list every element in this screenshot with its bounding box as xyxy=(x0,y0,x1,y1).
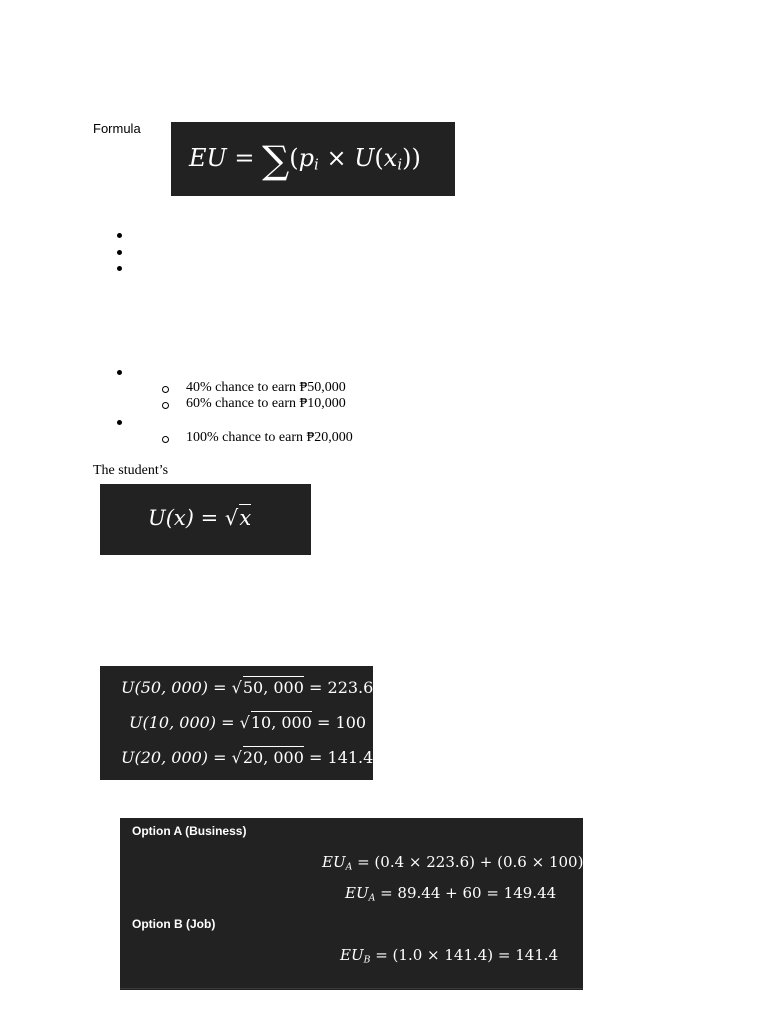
expected-utility-formula: EU = $\sum(p_i \times U(x_i))$ xyxy=(189,138,421,182)
utility-values-panel xyxy=(100,666,373,780)
utility-function-formula: U(x) = √x xyxy=(148,506,252,530)
panel-divider xyxy=(120,988,583,989)
option-a-item-1: 40% chance to earn ₱50,000 xyxy=(186,380,346,395)
bullet-point xyxy=(117,266,122,271)
sub-bullet xyxy=(162,402,169,409)
bullet-point xyxy=(117,370,122,375)
sub-bullet xyxy=(162,386,169,393)
bullet-point xyxy=(117,420,122,425)
utility-value-row: U(20, 000) = √20, 000 = 141.4 xyxy=(121,748,374,767)
formula-panel xyxy=(171,122,455,196)
option-b-item-1: 100% chance to earn ₱20,000 xyxy=(186,430,353,445)
utility-value-row: U(10, 000) = √10, 000 = 100 xyxy=(129,713,367,732)
calculation-panel xyxy=(120,818,583,990)
eu-a-equation: $EU_A = (0.4 \times 223.6) + (0.6 \times 100)$ xyxy=(322,853,584,873)
bullet-point xyxy=(117,250,122,255)
eu-a-result: $EU_A = 89.44 + 60 = 149.44$ xyxy=(345,884,557,904)
eu-b-equation: $EU_B = (1.0 \times 141.4) = 141.4$ xyxy=(340,946,559,966)
option-a-label: Option A (Business) xyxy=(132,824,247,838)
bullet-point xyxy=(117,233,122,238)
utility-value-row: U(50, 000) = √50, 000 = 223.6 xyxy=(121,678,374,697)
option-a-item-2: 60% chance to earn ₱10,000 xyxy=(186,396,346,411)
students-text: The student’s xyxy=(93,463,169,478)
sub-bullet xyxy=(162,436,169,443)
option-b-label: Option B (Job) xyxy=(132,917,216,931)
formula-label: Formula xyxy=(93,121,141,136)
utility-function-panel xyxy=(100,484,311,555)
